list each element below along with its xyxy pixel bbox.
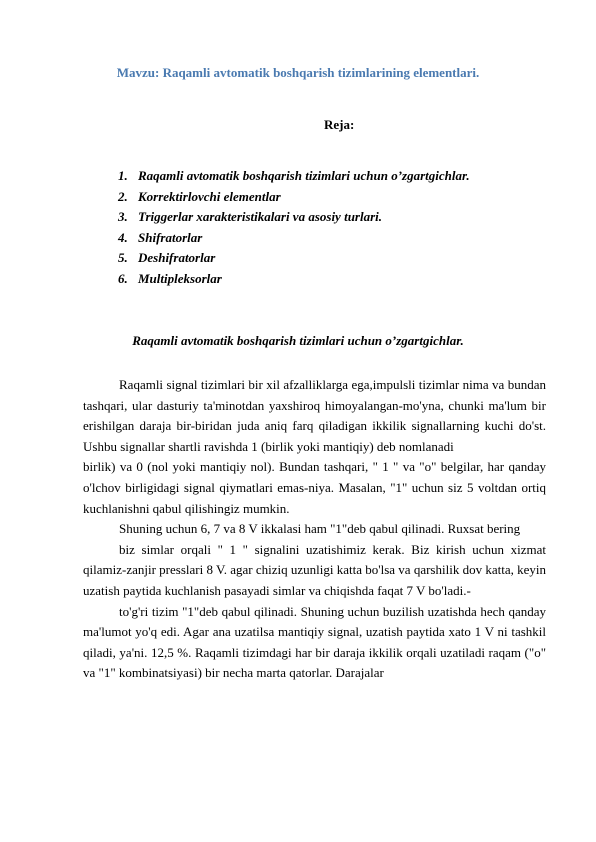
plan-item-text: Triggerlar xarakteristikalari va asosiy turlari.: [138, 209, 383, 225]
paragraph: biz simlar orqali " 1 " signalini uzatishimiz kerak. Biz kirish uchun xizmat qilamiz-zanjir presslari 8 V. agar chiziq uzunligi katta bo'lsa va qarshilik dov katta, keyin uzatish paytida kuchlanish pasayadi simlar va chiqishda faqat 7 V bo'ladi.-: [83, 541, 546, 598]
plan-item: [118, 207, 470, 228]
plan-item-text: Shifratorlar: [138, 229, 203, 245]
plan-item: [118, 166, 470, 187]
plan-list: [118, 166, 470, 290]
plan-item: [118, 228, 470, 249]
body-text: [83, 375, 546, 684]
plan-item-number: 5.: [118, 250, 128, 266]
plan-item-text: Korrektirlovchi elementlar: [138, 188, 281, 204]
plan-item-number: 3.: [118, 209, 128, 225]
paragraph: to'g'ri tizim "1"deb qabul qilinadi. Shuning uchun buzilish uzatishda hech qanday ma'lumot yo'q edi. Agar ana uzatilsa mantiqiy signal, uzatish paytida xato 1 V ni tashkil qiladi, ya'ni. 12,5 %. Raqamli tizimdagi har bir daraja ikkilik orqali uzatiladi raqam ("o" va "1" kombinatsiyasi) bir necha marta qatorlar. Darajalar: [83, 603, 546, 681]
plan-item-number: 6.: [118, 270, 128, 286]
paragraph: Raqamli signal tizimlari bir xil afzalliklarga ega,impulsli tizimlar nima va bundan tashqari, ular dasturiy ta'minotdan yaxshiroq himoyalangan-mo'yna, chunki ma'lum bir erishilgan daraja bir-biridan juda aniq farq qiladigan ikkilik signallarning kuchi do'st. Ushbu signallar shartli ravishda 1 (birlik yoki mantiqiy) deb nomlanadi: [83, 377, 546, 454]
plan-item-number: 1.: [118, 168, 128, 183]
plan-heading: Reja:: [324, 117, 355, 132]
paragraph: Shuning uchun 6, 7 va 8 V ikkalasi ham "1"deb qabul qilinadi. Ruxsat bering: [119, 521, 521, 537]
plan-item-number: 2.: [118, 188, 128, 204]
plan-item-text: Multipleksorlar: [138, 270, 222, 286]
plan-item-text: Raqamli avtomatik boshqarish tizimlari uchun o’zgartgichlar.: [138, 168, 470, 183]
paragraph: birlik) va 0 (nol yoki mantiqiy nol). Bundan tashqari, " 1 " va "o" belgilar, har qanday o'lchov birligidagi signal qiymatlari emas-niya. Masalan, "1" uchun siz 5 voltdan ortiq kuchlanishni qabul qilishingiz mumkin.: [83, 459, 546, 516]
document-title: Mavzu: Raqamli avtomatik boshqarish tizimlarining elementlari.: [116, 65, 480, 80]
plan-item: [118, 269, 470, 290]
plan-item: [118, 248, 470, 269]
section-heading: Raqamli avtomatik boshqarish tizimlari uchun o’zgartgichlar.: [132, 333, 464, 348]
plan-item-text: Deshifratorlar: [138, 250, 216, 266]
plan-item-number: 4.: [118, 229, 128, 245]
plan-item: [118, 187, 470, 208]
